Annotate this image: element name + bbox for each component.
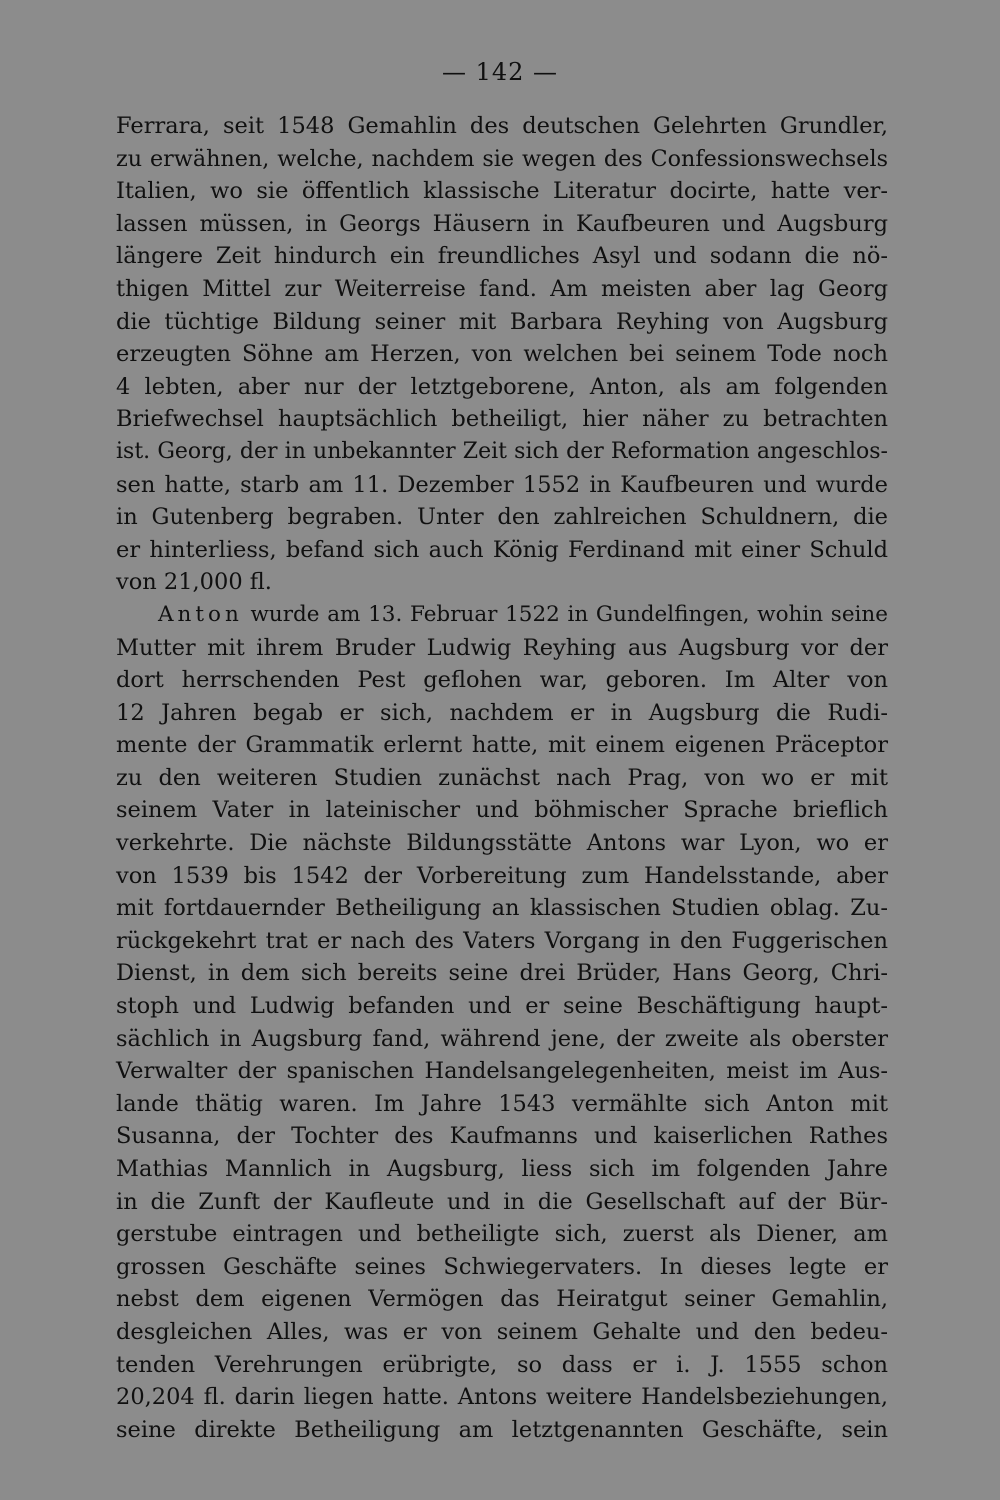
text-line-33: Mathias Mannlich in Augsburg, liess sich im folgenden Jahre <box>116 1156 888 1182</box>
text-line-22: seinem Vater in lateinischer und böhmischer Sprache brieflich <box>116 797 888 824</box>
text-line-12: sen hatte, starb am 11. Dezember 1552 in Kaufbeuren und wurde <box>116 471 888 498</box>
text-line-29: sächlich in Augsburg fand, während jene, der zweite als oberster <box>116 1025 888 1052</box>
text-line-34: in die Zunft der Kaufleute und in die Gesellschaft auf der Bür- <box>116 1188 888 1215</box>
text-line-4: lassen müssen, in Georgs Häusern in Kaufbeuren und Augsburg <box>116 210 888 237</box>
text-line-39: tenden Verehrungen erübrigte, so dass er i. J. 1555 schon <box>116 1351 888 1378</box>
text-line-6: thigen Mittel zur Weiterreise fand. Am meisten aber lag Georg <box>116 275 888 302</box>
text-line-35: gerstube eintragen und betheiligte sich, zuerst als Diener, am <box>116 1221 888 1248</box>
text-line-23: verkehrte. Die nächste Bildungsstätte Antons war Lyon, wo er <box>116 830 888 857</box>
text-line-15: von 21,000 fl. <box>116 569 272 596</box>
text-line-17: Mutter mit ihrem Bruder Ludwig Reyhing aus Augsburg vor der <box>116 634 888 661</box>
text-line-5: längere Zeit hindurch ein freundliches Asyl und sodann die nö- <box>116 243 888 270</box>
text-line-41: seine direkte Betheiligung am letztgenannten Geschäfte, sein <box>116 1416 888 1443</box>
text-line-40: 20,204 fl. darin liegen hatte. Antons weitere Handelsbeziehungen, <box>116 1384 888 1411</box>
text-line-14: er hinterliess, befand sich auch König Ferdinand mit einer Schuld <box>116 536 888 563</box>
page-number: — 142 — <box>441 58 559 86</box>
text-line-16 <box>116 599 888 632</box>
text-line-8: erzeugten Söhne am Herzen, von welchen bei seinem Tode noch <box>116 341 888 368</box>
text-line-30: Verwalter der spanischen Handelsangelegenheiten, meist im Aus- <box>116 1058 888 1085</box>
text-line-37: nebst dem eigenen Vermögen das Heiratgut seiner Gemahlin, <box>116 1286 888 1313</box>
text-line-20: mente der Grammatik erlernt hatte, mit einem eigenen Präceptor <box>116 732 888 759</box>
text-line-16-rest: wurde am 13. Februar 1522 in Gundelfingen, wohin seine <box>250 601 888 627</box>
text-line-28: stoph und Ludwig befanden und er seine Beschäftigung haupt- <box>116 993 888 1020</box>
text-line-11: ist. Georg, der in unbekannter Zeit sich der Reformation angeschlos- <box>116 438 888 464</box>
text-line-27: Dienst, in dem sich bereits seine drei Brüder, Hans Georg, Chri- <box>116 960 888 987</box>
text-line-26: rückgekehrt trat er nach des Vaters Vorgang in den Fuggerischen <box>116 927 888 954</box>
text-line-1: Ferrara, seit 1548 Gemahlin des deutschen Gelehrten Grundler, <box>116 113 888 139</box>
text-line-9: 4 lebten, aber nur der letztgeborene, Anton, als am folgenden <box>116 373 888 400</box>
text-line-19: 12 Jahren begab er sich, nachdem er in Augsburg die Rudi- <box>116 699 888 726</box>
text-line-21: zu den weiteren Studien zunächst nach Prag, von wo er mit <box>116 764 888 791</box>
text-line-32: Susanna, der Tochter des Kaufmanns und kaiserlichen Rathes <box>116 1123 888 1150</box>
text-line-24: von 1539 bis 1542 der Vorbereitung zum Handelsstande, aber <box>116 862 888 889</box>
text-line-3: Italien, wo sie öffentlich klassische Literatur docirte, hatte ver- <box>116 178 888 205</box>
text-line-2: zu erwähnen, welche, nachdem sie wegen des Confessionswechsels <box>116 145 888 172</box>
text-line-36: grossen Geschäfte seines Schwiegervaters. In dieses legte er <box>116 1253 888 1280</box>
spaced-name: Anton <box>158 601 243 627</box>
text-line-38: desgleichen Alles, was er von seinem Gehalte und den bedeu- <box>116 1318 888 1345</box>
text-line-25: mit fortdauernder Betheiligung an klassischen Studien oblag. Zu- <box>116 895 888 922</box>
text-line-13: in Gutenberg begraben. Unter den zahlreichen Schuldnern, die <box>116 504 888 531</box>
text-line-10: Briefwechsel hauptsächlich betheiligt, hier näher zu betrachten <box>116 406 888 433</box>
body-text <box>116 110 888 1446</box>
text-line-7: die tüchtige Bildung seiner mit Barbara Reyhing von Augsburg <box>116 308 888 335</box>
text-line-18: dort herrschenden Pest geflohen war, geboren. Im Alter von <box>116 667 888 694</box>
text-line-31: lande thätig waren. Im Jahre 1543 vermählte sich Anton mit <box>116 1090 888 1117</box>
